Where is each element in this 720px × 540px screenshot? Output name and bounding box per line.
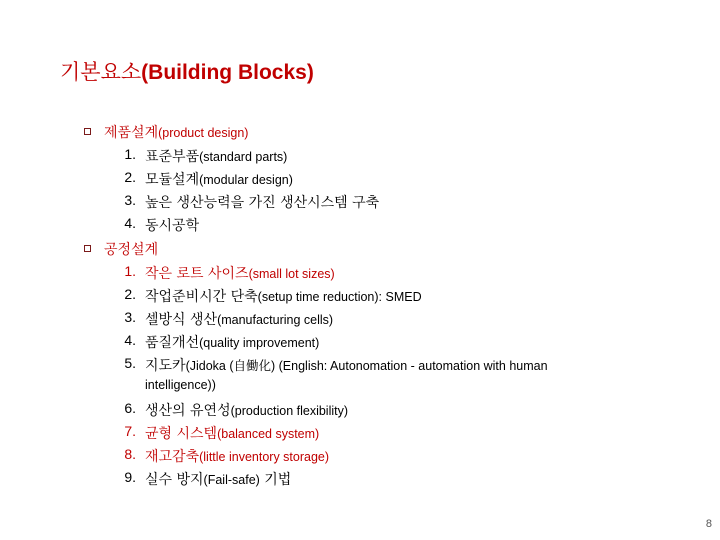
section-bullet-icon [84, 245, 91, 252]
item-korean: 품질개선 [145, 335, 200, 351]
item-korean: 높은 생산능력을 가진 생산시스템 구축 [145, 195, 380, 211]
section-heading-latin: (product design) [158, 126, 249, 140]
item-number: 4. [124, 332, 136, 348]
item-latin: (little inventory storage) [199, 450, 330, 464]
item-number: 4. [124, 215, 136, 231]
item-number: 2. [124, 286, 136, 302]
item-latin: (setup time reduction): SMED [257, 290, 422, 304]
item-korean: 생산의 유연성 [145, 403, 231, 419]
item-latin: (production flexibility) [230, 404, 349, 418]
title-korean: 기본요소 [60, 60, 142, 84]
item-latin: (standard parts) [199, 150, 288, 164]
item-korean: 균형 시스템 [145, 426, 218, 442]
item-number: 8. [124, 446, 136, 462]
item-latin: (quality improvement) [199, 336, 320, 350]
item-number: 9. [124, 469, 136, 485]
item-korean: 동시공학 [145, 218, 200, 234]
item-number: 6. [124, 400, 136, 416]
item-latin: (modular design) [199, 173, 293, 187]
item-latin: (Fail-safe) [203, 473, 260, 487]
item-korean: 지도카 [145, 358, 186, 374]
item-number: 1. [124, 146, 136, 162]
section-heading-korean: 제품설계 [104, 125, 159, 141]
item-number: 3. [124, 192, 136, 208]
item-korean: 작은 로트 사이즈 [145, 266, 249, 282]
item-latin: (balanced system) [217, 427, 320, 441]
item-suffix: 기법 [264, 472, 292, 488]
item-korean: 재고감축 [145, 449, 200, 465]
item-number: 2. [124, 169, 136, 185]
section-heading-korean: 공정설계 [104, 242, 159, 258]
item-korean: 표준부품 [145, 149, 200, 165]
section-bullet-icon [84, 128, 91, 135]
item-latin: (Jidoka (自働化) (English: Autonomation - automation with human [185, 359, 548, 373]
section-heading-product-design [104, 122, 248, 142]
item-korean: 모듈설계 [145, 172, 200, 188]
title-latin: (Building Blocks) [141, 61, 314, 84]
item-number: 7. [124, 423, 136, 439]
item-korean: 실수 방지 [145, 472, 204, 488]
item-number: 1. [124, 263, 136, 279]
item-number: 3. [124, 309, 136, 325]
slide-title [60, 56, 314, 86]
item-korean: 작업준비시간 단축 [145, 289, 258, 305]
item-number: 5. [124, 355, 136, 371]
item-latin: (manufacturing cells) [217, 313, 334, 327]
page-number: 8 [705, 518, 712, 530]
section-heading-process-design [104, 239, 158, 259]
item-latin: (small lot sizes) [248, 267, 335, 281]
item-continuation: intelligence)) [145, 378, 216, 392]
item-korean: 셀방식 생산 [145, 312, 218, 328]
